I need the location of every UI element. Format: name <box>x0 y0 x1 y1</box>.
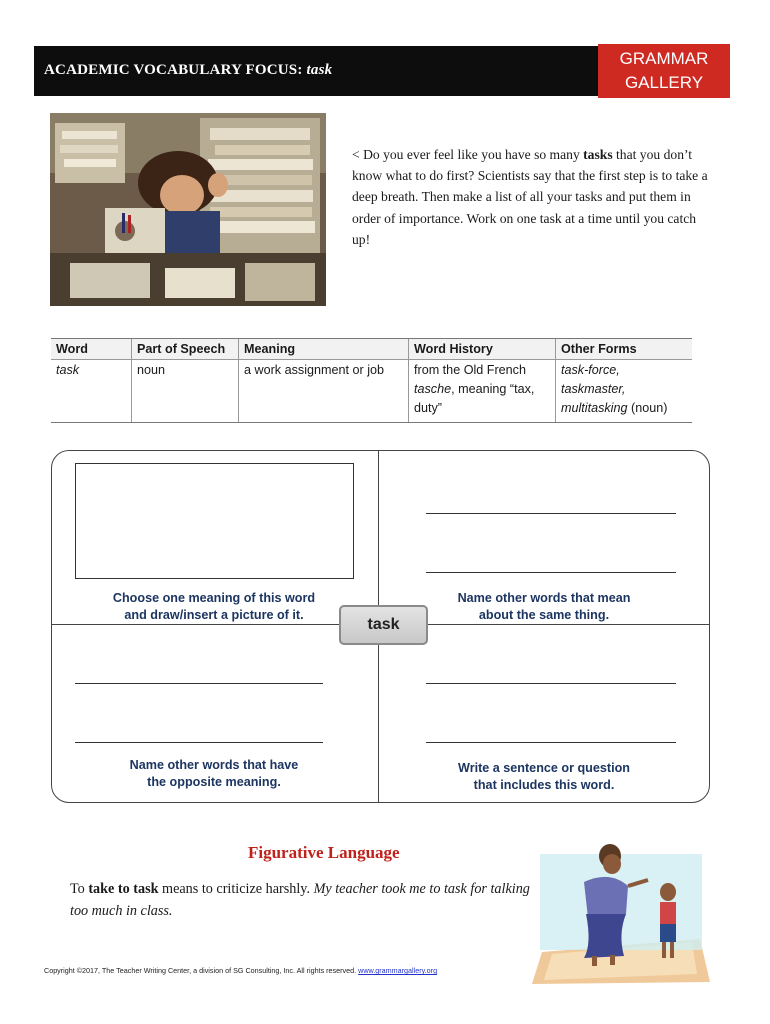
picture-drawing-box[interactable] <box>75 463 354 579</box>
copyright-footer: Copyright ©2017, The Teacher Writing Center, a division of SG Consulting, Inc. All rights reserved. www.grammargallery.org <box>44 966 438 975</box>
header-word: Word <box>51 339 132 360</box>
cell-part-of-speech: noun <box>132 360 239 423</box>
answer-line[interactable] <box>426 683 676 684</box>
answer-line[interactable] <box>75 742 323 743</box>
stressed-worker-photo <box>50 113 326 306</box>
header-meaning: Meaning <box>239 339 409 360</box>
answer-line[interactable] <box>426 572 676 573</box>
header-word-history: Word History <box>409 339 556 360</box>
bullet-icon: < <box>352 147 360 162</box>
title-word: task <box>306 62 333 78</box>
caption-sentence: Write a sentence or question that includes this word. <box>458 761 630 792</box>
header-other-forms: Other Forms <box>556 339 693 360</box>
center-word-box: task <box>339 605 428 645</box>
cell-meaning: a work assignment or job <box>239 360 409 423</box>
brand-logo <box>598 44 730 98</box>
caption-antonyms: Name other words that have the opposite meaning. <box>129 758 299 789</box>
cell-word: task <box>51 360 132 423</box>
intro-paragraph: < Do you ever feel like you have so many tasks that you don’t know what to do first? Scientists say that the first step is to take a deep breath. Then make a list of all your tasks and put them in order of importance. Work on one task at a time until you catch up! <box>352 147 708 247</box>
intro-bold-word: tasks <box>583 147 613 162</box>
table-header-row <box>51 339 692 360</box>
idiom-phrase: take to task <box>88 881 159 897</box>
answer-line[interactable] <box>426 742 676 743</box>
brand-line-2: GALLERY <box>624 73 704 92</box>
idiom-example: My teacher took me to task for talking too much in class. <box>70 881 530 919</box>
website-link[interactable]: www.grammargallery.org <box>358 966 438 975</box>
cell-other-forms: task-force, taskmaster, multitasking (noun) <box>556 360 693 423</box>
table-row <box>51 360 692 423</box>
caption-synonyms: Name other words that mean about the same thing. <box>457 591 631 622</box>
teacher-scolding-student-clipart <box>532 834 710 984</box>
answer-line[interactable] <box>75 683 323 684</box>
answer-line[interactable] <box>426 513 676 514</box>
page-title: ACADEMIC VOCABULARY FOCUS: task <box>44 62 333 78</box>
figurative-language-title: Figurative Language <box>248 843 400 862</box>
brand-line-1: GRAMMAR <box>619 49 709 68</box>
header-part-of-speech: Part of Speech <box>132 339 239 360</box>
vocabulary-table <box>51 338 692 423</box>
figurative-language-text: To take to task means to criticize harshly. My teacher took me to task for talking too much in class. <box>70 881 530 919</box>
caption-draw-picture: Choose one meaning of this word and draw/insert a picture of it. <box>112 591 316 622</box>
cell-word-history: from the Old French tasche, meaning “tax, duty” <box>409 360 556 423</box>
